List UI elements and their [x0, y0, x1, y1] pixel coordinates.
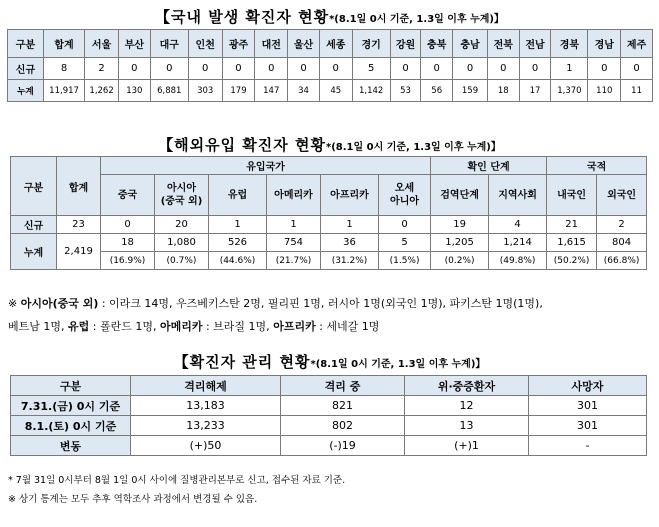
- imported-cum-cell: 36: [321, 234, 379, 252]
- domestic-value-cell: 110: [588, 80, 621, 102]
- management-value-cell: 301: [529, 416, 647, 436]
- imported-new-cell: 20: [155, 216, 209, 234]
- domestic-table: [7, 29, 653, 102]
- imported-row-percent: [11, 252, 647, 270]
- management-row-change: [11, 436, 647, 456]
- imported-col-label: 구분: [11, 157, 57, 216]
- management-value-cell: (-)19: [281, 436, 405, 456]
- domestic-value-cell: 17: [519, 80, 551, 102]
- group-confirm: 확인 단계: [431, 157, 547, 175]
- domestic-value-cell: 8: [43, 58, 84, 80]
- domestic-value-cell: 5: [352, 58, 390, 80]
- imported-pct-cell: (16.9%): [101, 252, 155, 270]
- domestic-value-cell: 0: [222, 58, 255, 80]
- management-value-cell: 821: [281, 396, 405, 416]
- imported-pct-cell: (0.7%): [155, 252, 209, 270]
- domestic-value-cell: 0: [288, 58, 320, 80]
- management-value-cell: 802: [281, 416, 405, 436]
- domestic-header-cell: 경남: [588, 30, 621, 58]
- note-asia: ※ 아시아(중국 외) : 이라크 14명, 우즈베키스탄 2명, 필리핀 1명, 러시아 1명(외국인 1명), 파키스탄 1명(1명),: [8, 297, 543, 310]
- domestic-value-cell: 2: [85, 58, 119, 80]
- domestic-header-cell: 경북: [551, 30, 588, 58]
- domestic-header-cell: 충남: [453, 30, 488, 58]
- imported-subheader-row: [11, 175, 647, 216]
- footnote-source: * 7월 31일 0시부터 8월 1일 0시 사이에 질병관리본부로 신고, 접수된 자료 기준.: [8, 475, 346, 486]
- domestic-header-cell: 대구: [150, 30, 188, 58]
- domestic-row-label: 누계: [8, 80, 44, 102]
- management-row-label: 8.1.(토) 0시 기준: [11, 416, 131, 436]
- management-row-label: 변동: [11, 436, 131, 456]
- management-value-cell: (+)1: [405, 436, 529, 456]
- domestic-header-cell: 울산: [288, 30, 320, 58]
- management-header-cell: 구분: [11, 376, 131, 396]
- domestic-header-cell: 부산: [119, 30, 151, 58]
- imported-subheader-cell: 검역단계: [431, 175, 489, 216]
- domestic-row-cumulative: [8, 80, 653, 102]
- group-inflow: 유입국가: [101, 157, 431, 175]
- imported-cum-cell: 1,205: [431, 234, 489, 252]
- management-value-cell: (+)50: [131, 436, 281, 456]
- imported-row-cumulative: [11, 234, 647, 252]
- imported-subheader-cell: 중국: [101, 175, 155, 216]
- domestic-value-cell: 6,881: [150, 80, 188, 102]
- domestic-value-cell: 18: [487, 80, 519, 102]
- management-value-cell: 13,233: [131, 416, 281, 436]
- imported-cum-cell: 1,080: [155, 234, 209, 252]
- domestic-value-cell: 0: [390, 58, 421, 80]
- domestic-row-label: 신규: [8, 58, 44, 80]
- domestic-value-cell: 11: [621, 80, 653, 102]
- management-header-cell: 격리해제: [131, 376, 281, 396]
- domestic-header-cell: 전남: [519, 30, 551, 58]
- management-header-row: [11, 376, 647, 396]
- domestic-header-cell: 전북: [487, 30, 519, 58]
- domestic-value-cell: 11,917: [43, 80, 84, 102]
- domestic-value-cell: 179: [222, 80, 255, 102]
- domestic-value-cell: 0: [621, 58, 653, 80]
- imported-new-cell: 4: [489, 216, 547, 234]
- domestic-value-cell: 159: [453, 80, 488, 102]
- imported-new-cell: 1: [321, 216, 379, 234]
- domestic-value-cell: 1,262: [85, 80, 119, 102]
- domestic-value-cell: 303: [188, 80, 222, 102]
- domestic-header-cell: 인천: [188, 30, 222, 58]
- domestic-header-row: [8, 30, 653, 58]
- imported-new-cell: 0: [101, 216, 155, 234]
- domestic-value-cell: 1: [551, 58, 588, 80]
- management-title: 【확진자 관리 현황*(8.1일 0시 기준, 1.3일 이후 누계)】: [173, 353, 486, 371]
- domestic-value-cell: 0: [487, 58, 519, 80]
- imported-subheader-cell: 내국인: [547, 175, 597, 216]
- imported-cum-cell: 1,615: [547, 234, 597, 252]
- domestic-value-cell: 0: [588, 58, 621, 80]
- imported-subheader-cell: 유럽: [209, 175, 267, 216]
- management-row-0801: [11, 416, 647, 436]
- management-value-cell: 301: [529, 396, 647, 416]
- imported-pct-cell: (49.8%): [489, 252, 547, 270]
- domestic-header-cell: 충북: [421, 30, 453, 58]
- management-row-0731: [11, 396, 647, 416]
- footnote-disclaimer: ※ 상기 통계는 모두 추후 역학조사 과정에서 변경될 수 있음.: [8, 494, 258, 505]
- domestic-value-cell: 147: [255, 80, 288, 102]
- management-value-cell: 12: [405, 396, 529, 416]
- imported-cum-cell: 526: [209, 234, 267, 252]
- imported-title: 【해외유입 확진자 현황*(8.1일 0시 기준, 1.3일 이후 누계)】: [158, 136, 501, 154]
- imported-pct-cell: (50.2%): [547, 252, 597, 270]
- imported-subheader-cell: 지역사회: [489, 175, 547, 216]
- group-nationality: 국적: [547, 157, 647, 175]
- imported-col-total: 합계: [57, 157, 101, 216]
- management-value-cell: -: [529, 436, 647, 456]
- domestic-value-cell: 53: [390, 80, 421, 102]
- domestic-header-cell: 광주: [222, 30, 255, 58]
- imported-new-cell: 0: [379, 216, 431, 234]
- domestic-value-cell: 0: [421, 58, 453, 80]
- domestic-value-cell: 1,370: [551, 80, 588, 102]
- imported-pct-cell: (44.6%): [209, 252, 267, 270]
- imported-new-total: 23: [57, 216, 101, 234]
- imported-new-label: 신규: [11, 216, 57, 234]
- domestic-value-cell: 1,142: [352, 80, 390, 102]
- imported-pct-cell: (0.2%): [431, 252, 489, 270]
- imported-cum-label: 누계: [11, 234, 57, 270]
- domestic-header-cell: 구분: [8, 30, 44, 58]
- imported-cum-cell: 18: [101, 234, 155, 252]
- imported-new-cell: 21: [547, 216, 597, 234]
- imported-row-new: [11, 216, 647, 234]
- domestic-title: 【국내 발생 확진자 현황*(8.1일 0시 기준, 1.3일 이후 누계)】: [155, 8, 504, 26]
- imported-cum-cell: 5: [379, 234, 431, 252]
- imported-new-cell: 19: [431, 216, 489, 234]
- domestic-header-cell: 제주: [621, 30, 653, 58]
- domestic-row-new: [8, 58, 653, 80]
- domestic-header-cell: 경기: [352, 30, 390, 58]
- imported-cum-cell: 754: [267, 234, 321, 252]
- imported-subheader-cell: 아프리카: [321, 175, 379, 216]
- domestic-value-cell: 56: [421, 80, 453, 102]
- imported-cum-cell: 1,214: [489, 234, 547, 252]
- imported-pct-cell: (1.5%): [379, 252, 431, 270]
- management-value-cell: 13,183: [131, 396, 281, 416]
- domestic-value-cell: 0: [453, 58, 488, 80]
- management-value-cell: 13: [405, 416, 529, 436]
- management-header-cell: 사망자: [529, 376, 647, 396]
- imported-subheader-cell: 외국인: [597, 175, 647, 216]
- imported-cum-total: 2,419: [57, 234, 101, 270]
- imported-subheader-cell: 아시아 (중국 외): [155, 175, 209, 216]
- imported-cum-cell: 804: [597, 234, 647, 252]
- domestic-header-cell: 강원: [390, 30, 421, 58]
- domestic-header-cell: 합계: [43, 30, 84, 58]
- imported-subheader-cell: 아메리카: [267, 175, 321, 216]
- management-header-cell: 위·중증환자: [405, 376, 529, 396]
- domestic-value-cell: 130: [119, 80, 151, 102]
- management-table: [10, 375, 647, 456]
- management-row-label: 7.31.(금) 0시 기준: [11, 396, 131, 416]
- domestic-value-cell: 0: [255, 58, 288, 80]
- domestic-value-cell: 0: [519, 58, 551, 80]
- imported-table: [10, 156, 647, 270]
- imported-subheader-cell: 오세 아니아: [379, 175, 431, 216]
- domestic-value-cell: 0: [188, 58, 222, 80]
- imported-pct-cell: (21.7%): [267, 252, 321, 270]
- management-header-cell: 격리 중: [281, 376, 405, 396]
- imported-pct-cell: (31.2%): [321, 252, 379, 270]
- note-regions: 베트남 1명, 유럽 : 폴란드 1명, 아메리카 : 브라질 1명, 아프리카 : 세네갈 1명: [8, 320, 380, 333]
- imported-new-cell: 2: [597, 216, 647, 234]
- domestic-header-cell: 세종: [319, 30, 352, 58]
- domestic-value-cell: 0: [319, 58, 352, 80]
- domestic-value-cell: 0: [119, 58, 151, 80]
- domestic-header-cell: 대전: [255, 30, 288, 58]
- domestic-value-cell: 45: [319, 80, 352, 102]
- imported-pct-cell: (66.8%): [597, 252, 647, 270]
- imported-new-cell: 1: [267, 216, 321, 234]
- imported-group-row: [11, 157, 647, 175]
- domestic-value-cell: 0: [150, 58, 188, 80]
- domestic-value-cell: 34: [288, 80, 320, 102]
- imported-new-cell: 1: [209, 216, 267, 234]
- domestic-header-cell: 서울: [85, 30, 119, 58]
